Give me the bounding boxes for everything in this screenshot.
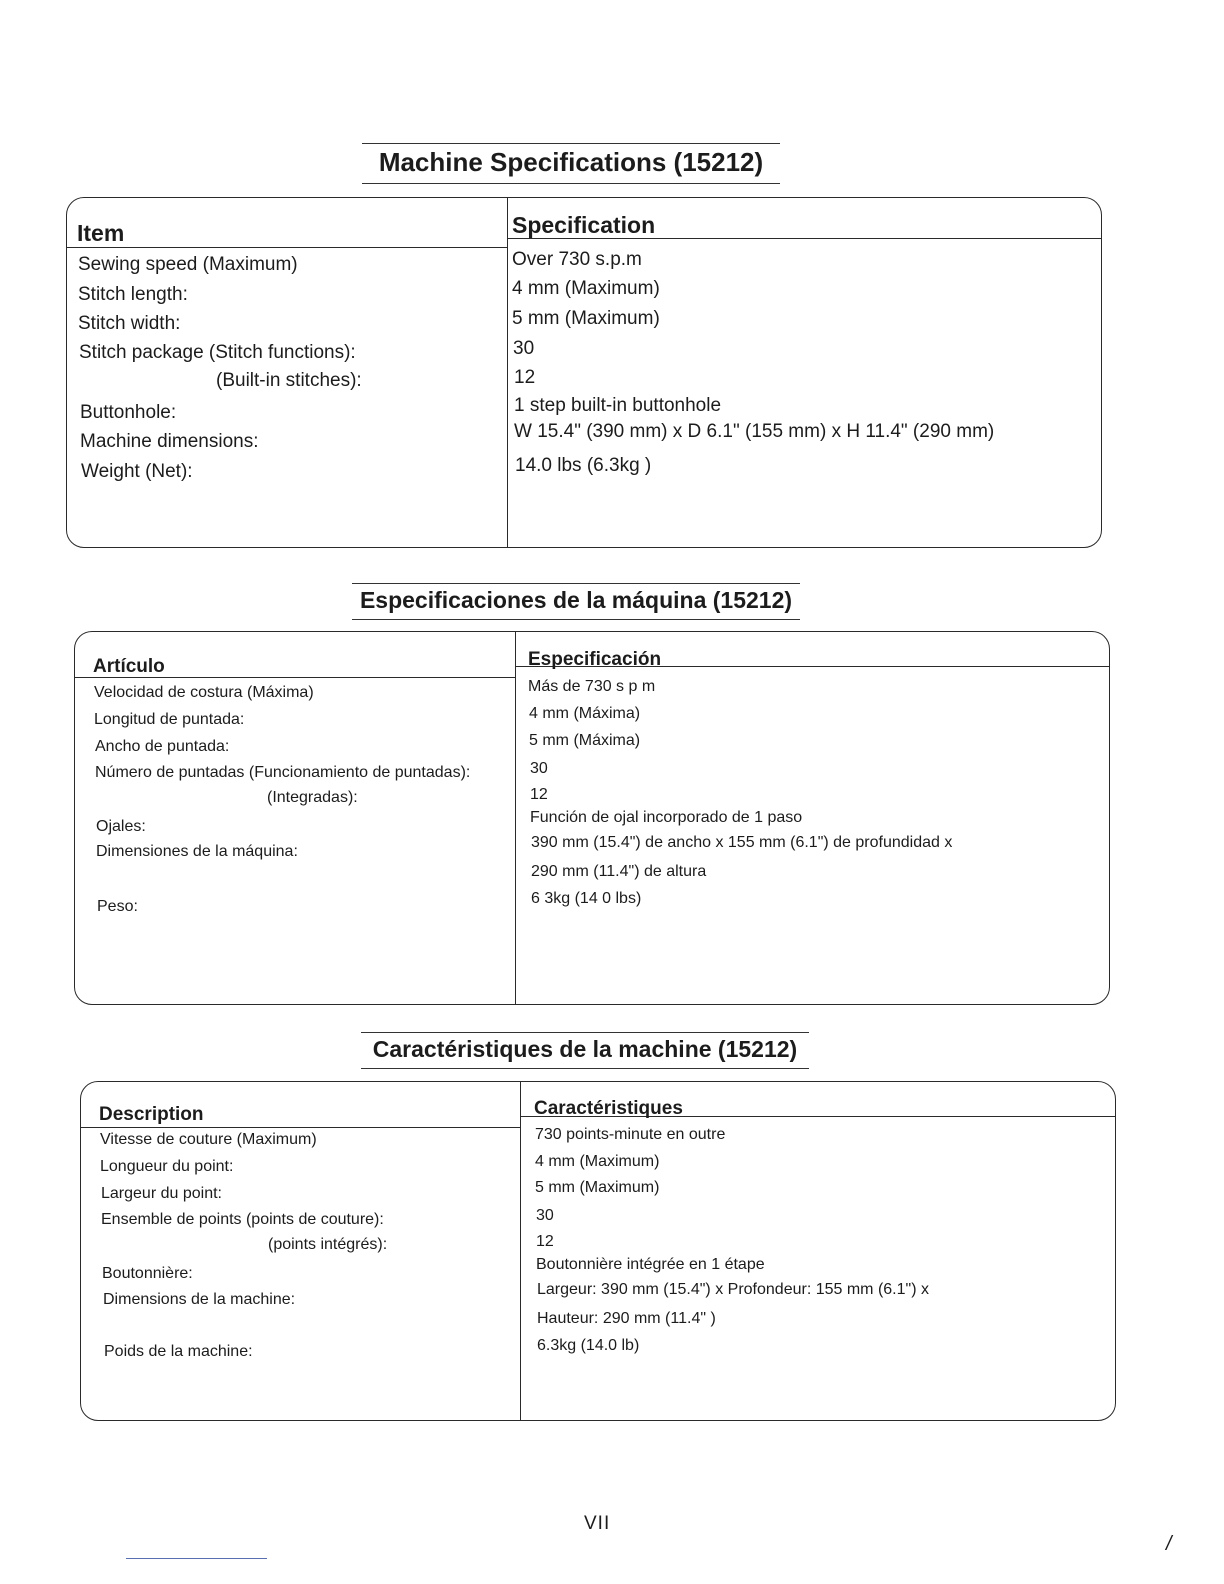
section-title: Machine Specifications (15212) [362, 143, 780, 184]
spec-value: 730 points-minute en outre [535, 1126, 726, 1143]
spec-value: 4 mm (Máxima) [529, 705, 641, 722]
spec-value: 4 mm (Maximum) [535, 1153, 660, 1170]
item-label: Stitch package (Stitch functions): [79, 342, 356, 363]
item-label: Dimensiones de la máquina: [96, 843, 298, 860]
spec-value: 14.0 lbs (6.3kg ) [515, 455, 652, 476]
spec-value: 30 [513, 338, 535, 359]
spec-value: 6 3kg (14 0 lbs) [531, 890, 642, 907]
spec-value: Boutonnière intégrée en 1 étape [536, 1256, 765, 1273]
item-label: (Built-in stitches): [216, 370, 362, 391]
item-label: Ensemble de points (points de couture): [101, 1211, 384, 1228]
column-divider [507, 198, 508, 547]
item-label: Número de puntadas (Funcionamiento de puntadas): [95, 764, 471, 781]
item-label: Weight (Net): [81, 461, 193, 482]
spec-value: 5 mm (Máxima) [529, 732, 641, 749]
item-label: Machine dimensions: [80, 431, 259, 452]
spec-value: 5 mm (Maximum) [512, 308, 660, 329]
column-header-item: Artículo [93, 656, 165, 677]
spec-value: 30 [536, 1207, 554, 1224]
spec-table [66, 197, 1102, 548]
item-label: Longueur du point: [100, 1158, 234, 1175]
item-label: Buttonhole: [80, 402, 177, 423]
spec-value: 1 step built-in buttonhole [514, 395, 722, 416]
footer-rule [126, 1558, 267, 1559]
column-header-spec: Specification [512, 212, 656, 238]
item-label: Sewing speed (Maximum) [78, 254, 298, 275]
section-title: Caractéristiques de la machine (15212) [361, 1032, 809, 1069]
item-label: Vitesse de couture (Maximum) [100, 1131, 317, 1148]
spec-value: W 15.4" (390 mm) x D 6.1" (155 mm) x H 11.4" (290 mm) [514, 421, 995, 442]
item-label: Longitud de puntada: [94, 711, 245, 728]
header-rule [81, 1127, 520, 1128]
spec-value: 5 mm (Maximum) [535, 1179, 660, 1196]
item-label: Ojales: [96, 818, 146, 835]
spec-value: Función de ojal incorporado de 1 paso [530, 809, 803, 826]
corner-mark: / [1166, 1533, 1172, 1555]
item-label: Largeur du point: [101, 1185, 222, 1202]
item-label: Boutonnière: [102, 1265, 193, 1282]
column-divider [520, 1082, 521, 1420]
spec-value: 12 [530, 786, 548, 803]
spec-value: Más de 730 s p m [528, 678, 656, 695]
column-header-item: Item [77, 220, 125, 246]
column-header-item: Description [99, 1104, 204, 1125]
spec-table [74, 631, 1110, 1005]
spec-table [80, 1081, 1116, 1421]
spec-value: Over 730 s.p.m [512, 249, 642, 270]
item-label: Stitch length: [78, 284, 188, 305]
item-label: Dimensions de la machine: [103, 1291, 296, 1308]
column-header-spec: Especificación [528, 649, 662, 670]
column-divider [515, 632, 516, 1004]
item-label: Poids de la machine: [104, 1343, 253, 1360]
spec-value: Largeur: 390 mm (15.4") x Profondeur: 155 mm (6.1") x [537, 1281, 929, 1298]
spec-value: 390 mm (15.4") de ancho x 155 mm (6.1") de profundidad x [531, 834, 953, 851]
item-label: Peso: [97, 898, 138, 915]
spec-value: 290 mm (11.4") de altura [531, 863, 707, 880]
section-title: Especificaciones de la máquina (15212) [352, 583, 800, 620]
item-label: Ancho de puntada: [95, 738, 230, 755]
item-label: Velocidad de costura (Máxima) [94, 684, 314, 701]
spec-value: 30 [530, 760, 548, 777]
spec-value: 12 [536, 1233, 554, 1250]
item-label: (Integradas): [267, 789, 358, 806]
header-rule [67, 247, 507, 248]
spec-value: 12 [514, 367, 536, 388]
page-number: VII [584, 1513, 611, 1534]
spec-value: 4 mm (Maximum) [512, 278, 660, 299]
item-label: Stitch width: [78, 313, 181, 334]
spec-value: 6.3kg (14.0 lb) [537, 1337, 640, 1354]
item-label: (points intégrés): [268, 1236, 388, 1253]
column-header-spec: Caractéristiques [534, 1098, 683, 1119]
spec-value: Hauteur: 290 mm (11.4" ) [537, 1310, 716, 1327]
